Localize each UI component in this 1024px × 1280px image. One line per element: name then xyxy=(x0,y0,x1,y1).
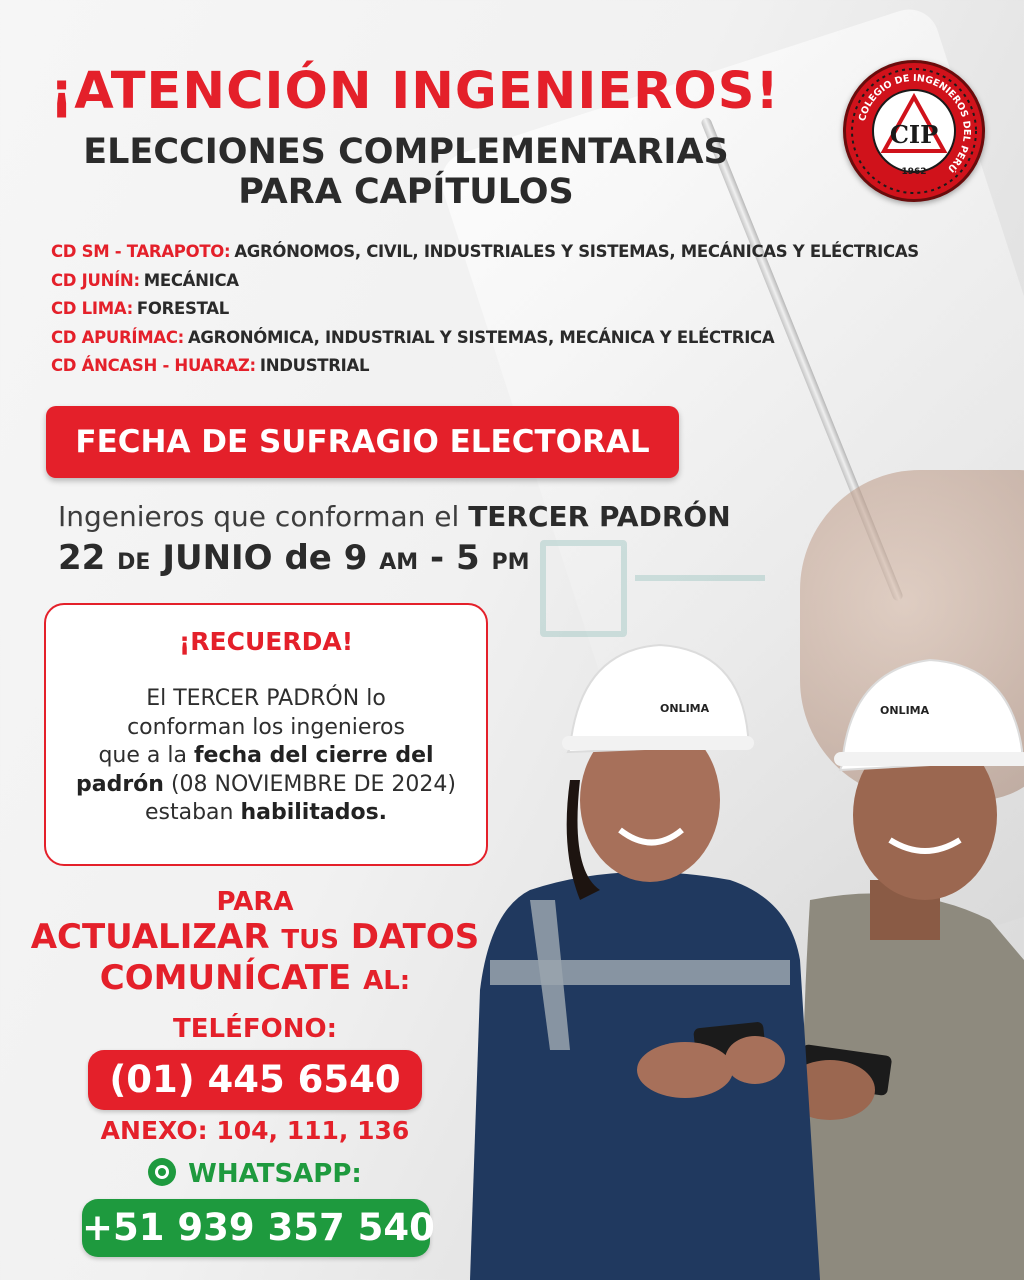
reminder-body xyxy=(60,685,472,828)
seal-ring-text: COLEGIO DE INGENIEROS DEL PERÚ xyxy=(857,72,973,175)
chapter-specialties: MECÁNICA xyxy=(143,270,239,290)
time-dash: - xyxy=(429,538,445,578)
woman-reflective-stripe xyxy=(490,960,790,985)
cta-line-1: PARA xyxy=(216,887,294,917)
padron-highlight: TERCER PADRÓN xyxy=(468,500,731,533)
chapter-item xyxy=(51,267,919,296)
background-line-shape xyxy=(635,575,765,581)
chapter-name: CD APURÍMAC: xyxy=(51,327,184,347)
background-checkbox-shape xyxy=(540,540,627,637)
whatsapp-label xyxy=(30,1158,480,1189)
woman-hand xyxy=(637,1042,733,1098)
cta-word: ACTUALIZAR xyxy=(30,917,270,957)
seal-graphic xyxy=(846,63,982,199)
date-de-lower: de xyxy=(284,538,332,578)
chapter-specialties: AGRÓNOMOS, CIVIL, INDUSTRIALES Y SISTEMAS, MECÁNICAS Y ELÉCTRICAS xyxy=(234,242,919,261)
date-month: JUNIO xyxy=(162,538,273,578)
woman-hand xyxy=(725,1036,785,1084)
woman-helmet-brim xyxy=(562,736,754,750)
chapter-item xyxy=(51,352,919,381)
man-helmet-text: ONLIMA xyxy=(880,704,930,717)
chapter-specialties: FORESTAL xyxy=(136,299,229,318)
time-start: 9 xyxy=(343,538,368,578)
padron-line xyxy=(58,500,731,533)
page-subtitle xyxy=(50,132,762,212)
election-date xyxy=(58,538,529,578)
election-date-banner: FECHA DE SUFRAGIO ELECTORAL xyxy=(46,406,679,478)
reminder-text: lo xyxy=(366,686,386,711)
chapter-item xyxy=(51,324,919,353)
reminder-bold: habilitados. xyxy=(240,800,388,825)
cta-word: DATOS xyxy=(350,917,480,957)
reminder-title: ¡RECUERDA! xyxy=(178,627,354,656)
chapter-item xyxy=(51,238,919,267)
subtitle-line-1: ELECCIONES COMPLEMENTARIAS xyxy=(83,132,729,172)
reminder-date: (08 NOVIEMBRE DE 2024) xyxy=(170,771,457,797)
woman-helmet xyxy=(568,645,748,752)
phone-number[interactable]: (01) 445 6540 xyxy=(88,1050,422,1110)
chapter-name: CD JUNÍN: xyxy=(51,270,140,290)
cta-line-2 xyxy=(30,918,480,959)
chapter-name: CD ÁNCASH - HUARAZ: xyxy=(51,356,256,375)
cta-word: AL: xyxy=(363,966,411,996)
chapter-item xyxy=(51,295,919,324)
cip-seal-logo xyxy=(843,60,985,202)
reminder-bold: padrón xyxy=(75,771,164,797)
page-title: ¡ATENCIÓN INGENIEROS! xyxy=(50,62,780,121)
date-day: 22 xyxy=(58,538,106,578)
time-pm: PM xyxy=(491,550,530,575)
time-end: 5 xyxy=(455,538,480,578)
whatsapp-icon xyxy=(148,1158,176,1186)
padron-prefix: Ingenieros que conforman el xyxy=(58,500,460,533)
cta-word: TUS xyxy=(281,925,339,955)
update-data-cta xyxy=(30,886,480,1000)
chapter-name: CD LIMA: xyxy=(51,299,133,318)
time-am: AM xyxy=(379,550,419,575)
phone-label: TELÉFONO: xyxy=(173,1014,337,1044)
woman-helmet-text: ONLIMA xyxy=(660,702,710,715)
chapter-name: CD SM - TARAPOTO: xyxy=(51,242,231,261)
reminder-text: TERCER PADRÓN xyxy=(173,686,360,711)
engineers-photo xyxy=(470,630,1024,1280)
reminder-box xyxy=(44,603,488,866)
seal-year: 1962 xyxy=(901,167,927,177)
chapter-specialties: AGRONÓMICA, INDUSTRIAL Y SISTEMAS, MECÁNICA Y ELÉCTRICA xyxy=(187,327,775,347)
whatsapp-number[interactable]: +51 939 357 540 xyxy=(82,1199,430,1257)
reminder-text: El xyxy=(146,686,167,711)
man-helmet-brim xyxy=(834,752,1024,766)
reminder-text: conforman los ingenieros xyxy=(127,714,405,740)
phone-extension: ANEXO: 104, 111, 136 xyxy=(100,1116,410,1145)
reminder-bold: fecha del cierre del xyxy=(193,743,434,768)
chapter-specialties: INDUSTRIAL xyxy=(259,356,370,375)
subtitle-line-2: PARA CAPÍTULOS xyxy=(238,172,574,212)
whatsapp-label-text: WHATSAPP: xyxy=(188,1159,362,1189)
date-de: DE xyxy=(117,550,151,575)
reminder-text: estaban xyxy=(144,800,234,825)
cta-line-3 xyxy=(30,959,480,1000)
reminder-text: que a la xyxy=(98,743,187,768)
seal-monogram: CIP xyxy=(889,120,939,149)
chapter-list xyxy=(51,238,919,381)
cta-word: COMUNÍCATE xyxy=(99,958,352,998)
